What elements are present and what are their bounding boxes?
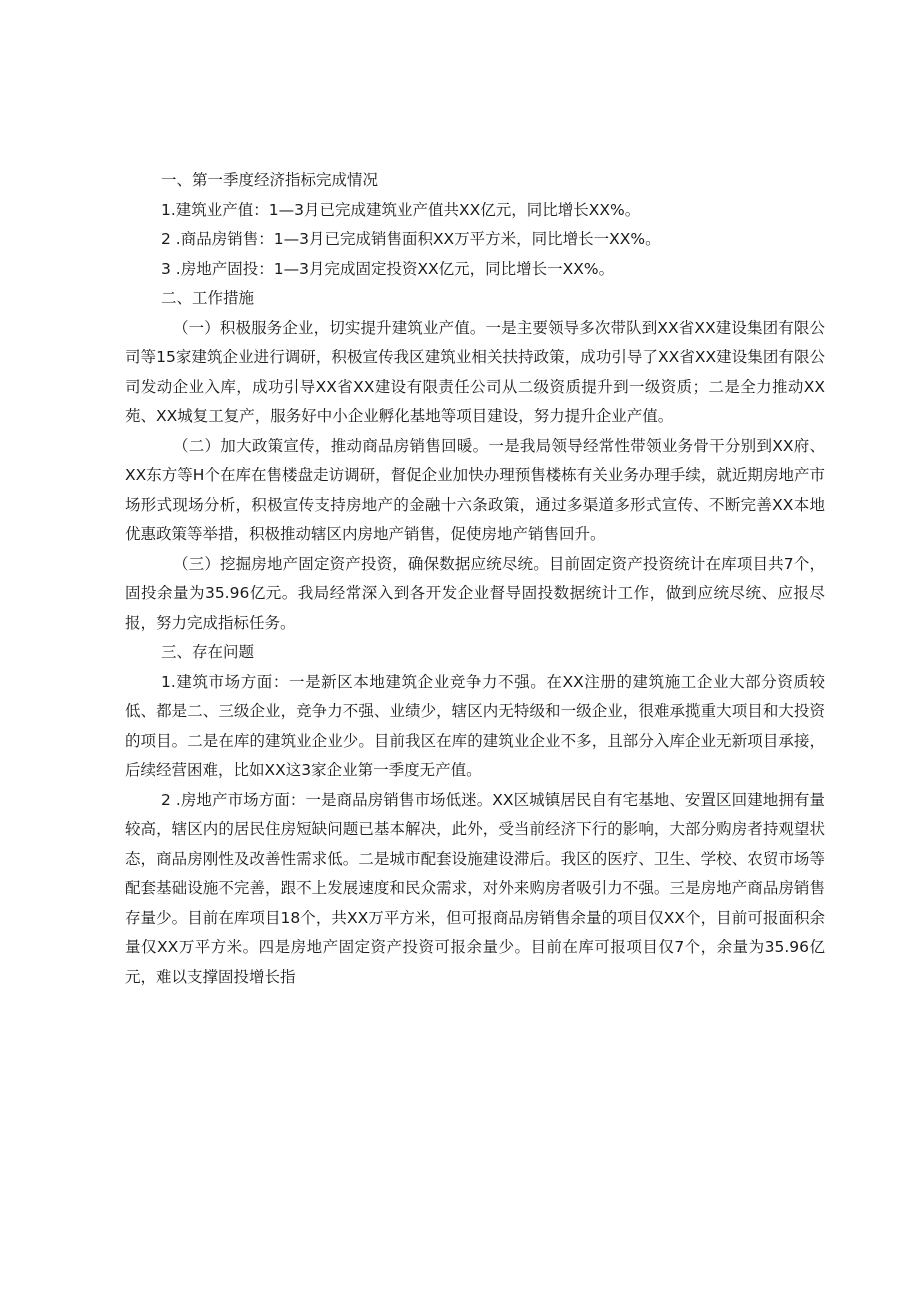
section1-heading: 一、第一季度经济指标完成情况	[161, 171, 379, 189]
document-body	[125, 166, 825, 992]
section2-paragraph-2: （二）加大政策宣传，推动商品房销售回暖。一是我局领导经常性带领业务骨干分别到XX府、XX东方等H个在库在售楼盘走访调研，督促企业加快办理预售楼栋有关业务办理手续，就近期房地产市场形式现场分析，积极宣传支持房地产的金融十六条政策，通过多渠道多形式宣传、不断完善XX本地优惠政策等举措，积极推动辖区内房地产销售，促使房地产销售回升。	[125, 436, 825, 543]
section1-item-real-estate-investment: 3 .房地产固投：1—3月完成固定投资XX亿元，同比增长一XX%。	[161, 259, 615, 278]
section3-paragraph-construction-market: 1.建筑市场方面：一是新区本地建筑企业竞争力不强。在XX注册的建筑施工企业大部分资质较低、都是二、三级企业，竞争力不强、业绩少，辖区内无特级和一级企业，很难承揽重大项目和大投资的项目。二是在库的建筑业企业少。目前我区在库的建筑业企业不多，且部分入库企业无新项目承接，后续经营困难，比如XX这3家企业第一季度无产值。	[125, 672, 825, 779]
section1-item-construction-output: 1.建筑业产值：1—3月已完成建筑业产值共XX亿元，同比增长XX%。	[161, 200, 641, 219]
section3-heading: 三、存在问题	[161, 643, 255, 661]
section1-item-housing-sales: 2 .商品房销售：1—3月已完成销售面积XX万平方米，同比增长一XX%。	[161, 230, 661, 248]
section2-paragraph-1: （一）积极服务企业，切实提升建筑业产值。一是主要领导多次带队到XX省XX建设集团有限公司等15家建筑企业进行调研，积极宣传我区建筑业相关扶持政策，成功引导了XX省XX建设集团有限公司发动企业入库，成功引导XX省XX建设有限责任公司从二级资质提升到一级资质；二是全力推动XX苑、XX城复工复产，服务好中小企业孵化基地等项目建设，努力提升企业产值。	[125, 318, 825, 425]
section2-paragraph-3: （三）挖掘房地产固定资产投资，确保数据应统尽统。目前固定资产投资统计在库项目共7个，固投余量为35.96亿元。我局经常深入到各开发企业督导固投数据统计工作，做到应统尽统、应报尽报，努力完成指标任务。	[125, 554, 825, 632]
section3-paragraph-real-estate-market: 2 .房地产市场方面：一是商品房销售市场低迷。XX区城镇居民自有宅基地、安置区回建地拥有量较高，辖区内的居民住房短缺问题已基本解决，此外，受当前经济下行的影响，大部分购房者持观望状态，商品房刚性及改善性需求低。二是城市配套设施建设滞后。我区的医疗、卫生、学校、农贸市场等配套基础设施不完善，跟不上发展速度和民众需求，对外来购房者吸引力不强。三是房地产商品房销售存量少。目前在库项目18个，共XX万平方米，但可报商品房销售余量的项目仅XX个，目前可报面积余量仅XX万平方米。四是房地产固定资产投资可报余量少。目前在库可报项目仅7个，余量为35.96亿元，难以支撑固投增长指	[125, 790, 825, 986]
section2-heading: 二、工作措施	[161, 289, 255, 307]
